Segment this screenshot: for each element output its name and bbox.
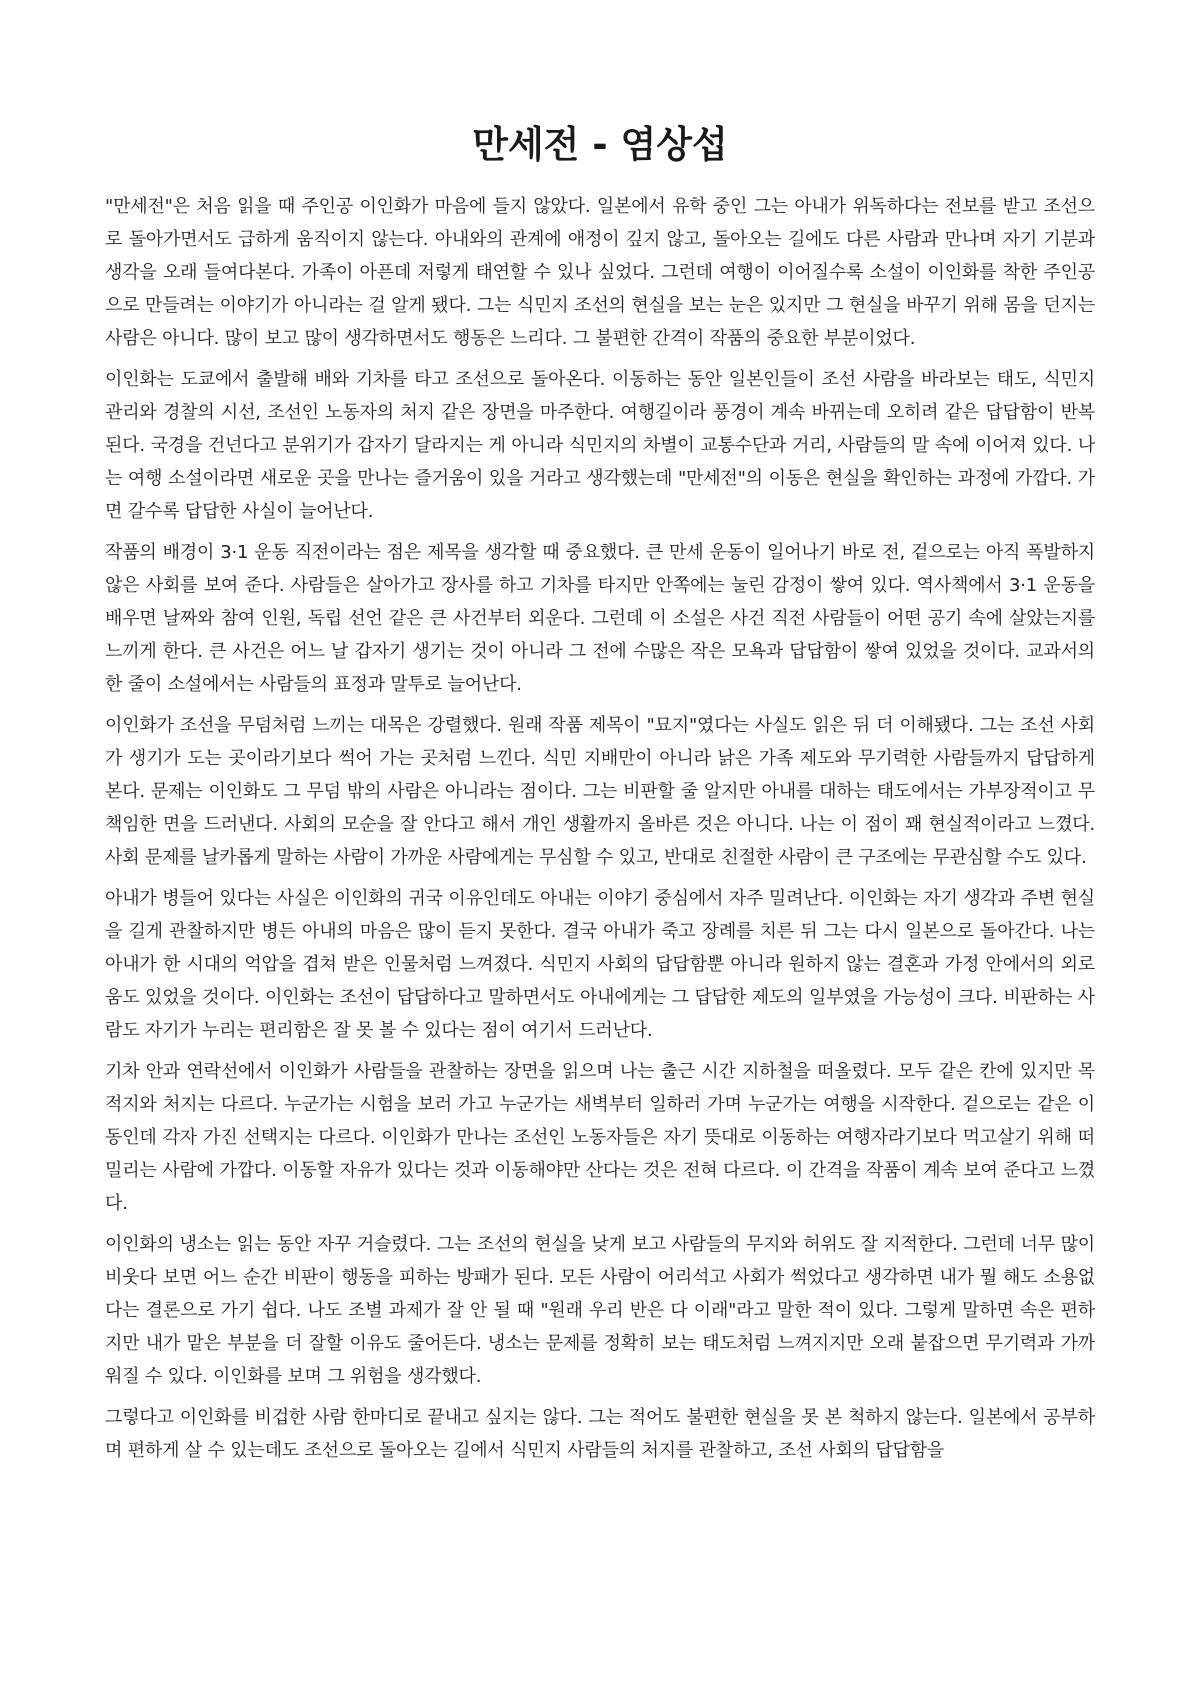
document-title: 만세전 - 염상섭 (472, 123, 728, 166)
paragraph: 이인화는 도쿄에서 출발해 배와 기차를 타고 조선으로 돌아온다. 이동하는 동안 일본인들이 조선 사람을 바라보는 태도, 식민지 관리와 경찰의 시선, 조선인 노동자의 처지 같은 장면을 마주한다. 여행길이라 풍경이 계속 바뀌는데 오히려 같은 답답함이 반복된다. 국경을 건넌다고 분위기가 갑자기 달라지는 게 아니라 식민지의 차별이 교통수단과 거리, 사람들의 말 속에 이어져 있다. 나는 여행 소설이라면 새로운 곳을 만나는 즐거움이 있을 거라고 생각했는데 "만세전"의 이동은 현실을 확인하는 과정에 가깝다. 가면 갈수록 답답한 사실이 늘어난다. (105, 369, 1095, 522)
document-body (105, 190, 1095, 1467)
paragraph: 작품의 배경이 3·1 운동 직전이라는 점은 제목을 생각할 때 중요했다. 큰 만세 운동이 일어나기 바로 전, 겉으로는 아직 폭발하지 않은 사회를 보여 준다. 사람들은 살아가고 장사를 하고 기차를 타지만 안쪽에는 눌린 감정이 쌓여 있다. 역사책에서 3·1 운동을 배우면 날짜와 참여 인원, 독립 선언 같은 큰 사건부터 외운다. 그런데 이 소설은 사건 직전 사람들이 어떤 공기 속에 살았는지를 느끼게 한다. 큰 사건은 어느 날 갑자기 생기는 것이 아니라 그 전에 수많은 작은 모욕과 답답함이 쌓여 있었을 것이다. 교과서의 한 줄이 소설에서는 사람들의 표정과 말투로 늘어난다. (105, 542, 1095, 695)
paragraph: "만세전"은 처음 읽을 때 주인공 이인화가 마음에 들지 않았다. 일본에서 유학 중인 그는 아내가 위독하다는 전보를 받고 조선으로 돌아가면서도 급하게 움직이지 않는다. 아내와의 관계에 애정이 깊지 않고, 돌아오는 길에도 다른 사람과 만나며 자기 기분과 생각을 오래 들여다본다. 가족이 아픈데 저렇게 태연할 수 있나 싶었다. 그런데 여행이 이어질수록 소설이 이인화를 착한 주인공으로 만들려는 이야기가 아니라는 걸 알게 됐다. 그는 식민지 조선의 현실을 보는 눈은 있지만 그 현실을 바꾸기 위해 몸을 던지는 사람은 아니다. 많이 보고 많이 생각하면서도 행동은 느리다. 그 불편한 간격이 작품의 중요한 부분이었다. (105, 196, 1095, 349)
paragraph: 기차 안과 연락선에서 이인화가 사람들을 관찰하는 장면을 읽으며 나는 출근 시간 지하철을 떠올렸다. 모두 같은 칸에 있지만 목적지와 처지는 다르다. 누군가는 시험을 보러 가고 누군가는 새벽부터 일하러 가며 누군가는 여행을 시작한다. 겉으로는 같은 이동인데 각자 가진 선택지는 다르다. 이인화가 만나는 조선인 노동자들은 자기 뜻대로 이동하는 여행자라기보다 먹고살기 위해 떠밀리는 사람에 가깝다. 이동할 자유가 있다는 것과 이동해야만 산다는 것은 전혀 다르다. 이 간격을 작품이 계속 보여 준다고 느꼈다. (105, 1061, 1095, 1214)
paragraph: 이인화가 조선을 무덤처럼 느끼는 대목은 강렬했다. 원래 작품 제목이 "묘지"였다는 사실도 읽은 뒤 더 이해됐다. 그는 조선 사회가 생기가 도는 곳이라기보다 썩어 가는 곳처럼 느낀다. 식민 지배만이 아니라 낡은 가족 제도와 무기력한 사람들까지 답답하게 본다. 문제는 이인화도 그 무덤 밖의 사람은 아니라는 점이다. 그는 비판할 줄 알지만 아내를 대하는 태도에서는 가부장적이고 무책임한 면을 드러낸다. 사회의 모순을 잘 안다고 해서 개인 생활까지 올바른 것은 아니다. 나는 이 점이 꽤 현실적이라고 느꼈다. 사회 문제를 날카롭게 말하는 사람이 가까운 사람에게는 무심할 수 있고, 반대로 친절한 사람이 큰 구조에는 무관심할 수도 있다. (105, 715, 1095, 868)
paragraph: 아내가 병들어 있다는 사실은 이인화의 귀국 이유인데도 아내는 이야기 중심에서 자주 밀려난다. 이인화는 자기 생각과 주변 현실을 길게 관찰하지만 병든 아내의 마음은 많이 듣지 못한다. 결국 아내가 죽고 장례를 치른 뒤 그는 다시 일본으로 돌아간다. 나는 아내가 한 시대의 억압을 겹쳐 받은 인물처럼 느껴졌다. 식민지 사회의 답답함뿐 아니라 원하지 않는 결혼과 가정 안에서의 외로움도 있었을 것이다. 이인화는 조선이 답답하다고 말하면서도 아내에게는 그 답답한 제도의 일부였을 가능성이 크다. 비판하는 사람도 자기가 누리는 편리함은 잘 못 볼 수 있다는 점이 여기서 드러난다. (105, 888, 1095, 1041)
paragraph: 그렇다고 이인화를 비겁한 사람 한마디로 끝내고 싶지는 않다. 그는 적어도 불편한 현실을 못 본 척하지 않는다. 일본에서 공부하며 편하게 살 수 있는데도 조선으로 돌아오는 길에서 식민지 사람들의 처지를 관찰하고, 조선 사회의 답답함을 (105, 1407, 1095, 1461)
paragraph: 이인화의 냉소는 읽는 동안 자꾸 거슬렸다. 그는 조선의 현실을 낮게 보고 사람들의 무지와 허위도 잘 지적한다. 그런데 너무 많이 비웃다 보면 어느 순간 비판이 행동을 피하는 방패가 된다. 모든 사람이 어리석고 사회가 썩었다고 생각하면 내가 뭘 해도 소용없다는 결론으로 가기 쉽다. 나도 조별 과제가 잘 안 될 때 "원래 우리 반은 다 이래"라고 말한 적이 있다. 그렇게 말하면 속은 편하지만 내가 맡은 부분을 더 잘할 이유도 줄어든다. 냉소는 문제를 정확히 보는 태도처럼 느껴지지만 오래 붙잡으면 무기력과 가까워질 수 있다. 이인화를 보며 그 위험을 생각했다. (105, 1234, 1095, 1387)
